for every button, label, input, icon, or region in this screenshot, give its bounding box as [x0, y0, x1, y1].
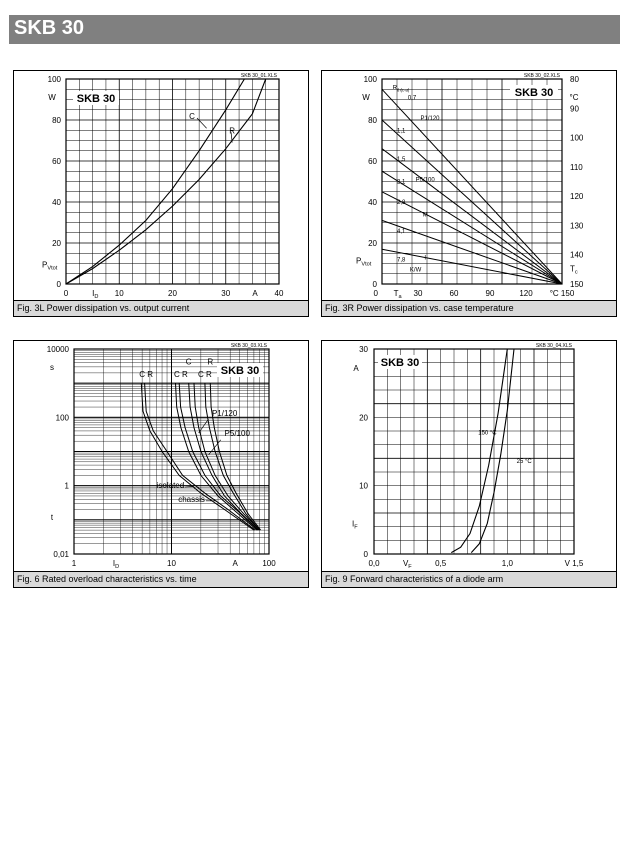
cr-label-p1: C R [174, 370, 188, 380]
x-tick-label: 10 [114, 289, 124, 298]
fig3r-box-label: SKB 30 [514, 87, 554, 99]
y-tick-label: 80 [368, 116, 377, 125]
y-tick-label: 30 [359, 345, 368, 354]
cr-label-isolated: C R [139, 370, 154, 380]
y-tick-label: 10000 [46, 345, 69, 354]
file-tag: SKB 30_03.XLS [230, 343, 267, 349]
series-leader-C [197, 118, 207, 128]
series-label-2,1: 2,1 [397, 179, 406, 186]
series-label-R: R [229, 126, 236, 136]
y-tick-label: 60 [368, 157, 377, 166]
x-tick-label: 10 [167, 559, 176, 568]
annotation-chassis: chassis [178, 495, 205, 505]
x-tick-label: 1 [71, 559, 77, 568]
page-title: SKB 30 [14, 17, 85, 39]
y2-tick-label: 110 [570, 162, 583, 172]
header-bar [9, 15, 620, 44]
x-unit: A [252, 289, 258, 298]
y-tick-label: 40 [368, 198, 377, 207]
y2-tick-label: 120 [570, 192, 584, 202]
y-unit: A [353, 364, 359, 373]
figure-3r-chart [322, 71, 616, 301]
x-tick-label: 30 [221, 289, 231, 298]
y2-tick-label: 150 [570, 280, 584, 289]
y-tick-label: 60 [52, 157, 61, 166]
y-tick-label: 20 [368, 239, 377, 248]
y-tick-label: 20 [52, 239, 61, 248]
y-axis-label: $P_{Vtot}$ [42, 260, 58, 272]
annotation-isolated: isolated [156, 481, 185, 491]
series-line-150-°C [451, 349, 507, 553]
x-tick-label: 20 [168, 289, 177, 298]
y-tick-label: 80 [52, 116, 61, 125]
y-unit: s [50, 363, 54, 372]
x-unit: A [232, 559, 238, 568]
figure-caption: Fig. 6 Rated overload characteristics vs. time [14, 571, 308, 587]
series-label-0,7: 0,7 [407, 95, 417, 102]
fig9-box-label: SKB 30 [380, 357, 420, 369]
y2-tick-label: 100 [570, 133, 584, 143]
x-axis-label: $T_a$ [393, 289, 402, 300]
x-axis-label: $I_D$ [92, 289, 99, 300]
y-axis-label: $I_F$ [352, 519, 358, 531]
kw-label: K/W [409, 267, 422, 274]
file-tag: SKB 30_04.XLS [535, 343, 572, 349]
annotation-p5-100: P5/100 [224, 429, 250, 439]
annotation-i: I [424, 255, 427, 262]
y-unit: W [362, 93, 370, 102]
series-line-25-°C [471, 349, 514, 553]
figure-caption: Fig. 3L Power dissipation vs. output current [14, 300, 308, 316]
series-label-25C: 25 °C [516, 459, 532, 466]
series-label-1,5: 1,5 [397, 157, 406, 163]
y-tick-label: 100 [363, 75, 377, 84]
y2-tick-label: 80 [570, 75, 579, 84]
figure-9-panel [321, 340, 617, 588]
y-tick-label: 100 [47, 75, 61, 84]
cr-label-c: C [185, 357, 192, 367]
y2-axis-label: $T_c$ [570, 264, 578, 276]
figure-3r-panel [321, 70, 617, 317]
file-tag: SKB 30_02.XLS [523, 73, 560, 79]
series-label-2,8: 2,8 [397, 200, 406, 207]
series-label-7,8: 7,8 [397, 257, 406, 264]
x-tick-label: 0,0 [368, 559, 380, 568]
y-unit: W [48, 93, 56, 102]
y-tick-label: 40 [52, 198, 61, 207]
fig3l-box-label: SKB 30 [76, 93, 116, 105]
x-tick-label: 30 [413, 289, 423, 298]
annotation-m: M [422, 212, 428, 219]
y-tick-label: 0 [363, 550, 368, 559]
y-tick-label: 0,01 [53, 550, 69, 559]
x-tick-label: 100 [262, 559, 276, 568]
annotation-p1-120: P1/120 [420, 116, 440, 122]
y-tick-label: 10 [359, 481, 368, 491]
x-tick-label: 0 [373, 289, 378, 298]
y2-unit: °C [569, 93, 579, 102]
x-axis-label: $I_D$ [112, 559, 120, 570]
y2-tick-label: 90 [570, 104, 579, 114]
cr-label-p5: C R [197, 370, 212, 380]
x-tick-label: 0 [63, 289, 69, 298]
figure-caption: Fig. 3R Power dissipation vs. case temperature [322, 300, 616, 316]
x-tick-label: 0,5 [435, 559, 447, 568]
series-label-150C: 150 °C [478, 430, 497, 437]
fig6-box-label: SKB 30 [220, 365, 260, 377]
rth-label: $R_{th(c-a)}$ [392, 85, 410, 93]
y-axis-label: t [50, 512, 54, 522]
x-axis-label: $V_F$ [402, 559, 412, 570]
figure-6-chart [14, 341, 308, 572]
x-tick-label: 1,0 [501, 559, 513, 568]
y-tick-label: 20 [359, 413, 368, 423]
figure-9-chart [322, 341, 616, 572]
figure-3l-chart [14, 71, 308, 301]
y2-tick-label: 130 [570, 221, 584, 231]
x-tick-label: 40 [274, 289, 284, 298]
y-tick-label: 1 [64, 481, 69, 491]
x-tick-label: 120 [519, 289, 533, 298]
y2-tick-label: 140 [570, 250, 584, 260]
y-tick-label: 100 [55, 413, 69, 423]
figure-3l-panel [13, 70, 309, 317]
annotation-p5-100: P5/100 [415, 177, 435, 184]
series-label-C: C [189, 111, 195, 121]
figure-6-panel [13, 340, 309, 588]
figure-caption: Fig. 9 Forward characteristics of a diode arm [322, 571, 616, 587]
x-tick-label: 60 [449, 289, 459, 298]
file-tag: SKB 30_01.XLS [240, 73, 277, 79]
annotation-p1-120: P1/120 [211, 408, 238, 418]
y-tick-label: 0 [372, 280, 377, 289]
y-axis-label: $P_{Vtot}$ [356, 256, 372, 268]
x-tick-label: V 1,5 [564, 559, 584, 568]
cr-label-r: R [207, 357, 214, 367]
x-tick-label: °C 150 [549, 289, 575, 298]
series-label-4,1: 4,1 [397, 228, 406, 235]
x-tick-label: 90 [485, 289, 495, 298]
series-label-1,1: 1,1 [397, 128, 406, 135]
y-tick-label: 0 [56, 280, 61, 289]
